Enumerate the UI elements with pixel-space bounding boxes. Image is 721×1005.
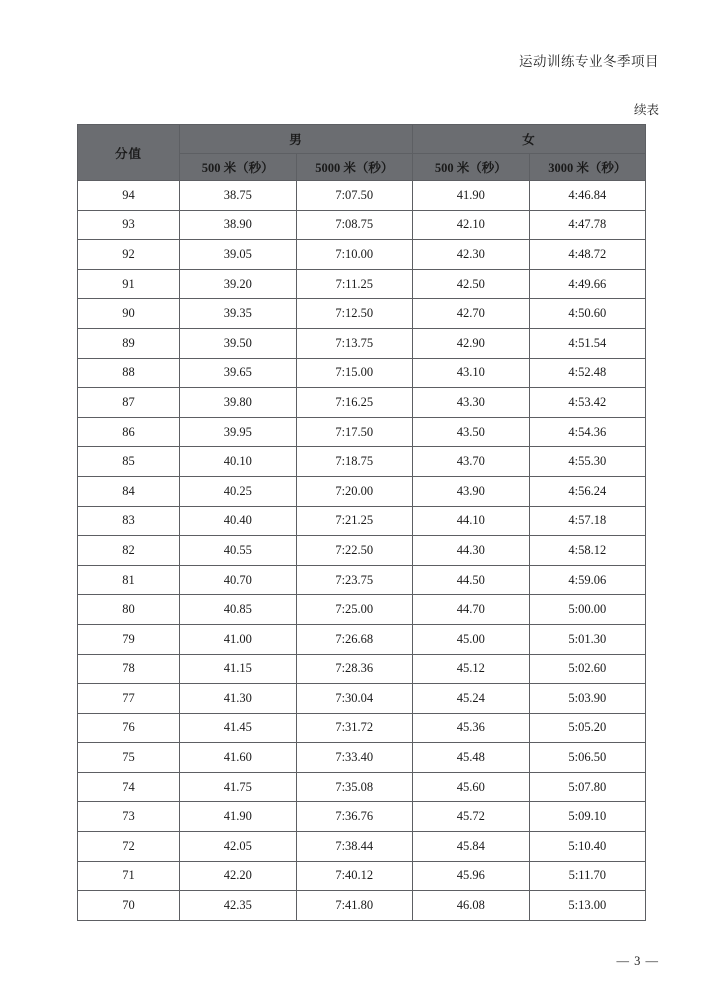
score-table [77, 124, 646, 921]
cell-male-500m: 40.10 [180, 447, 297, 477]
cell-female-500m: 45.00 [413, 624, 530, 654]
cell-male-500m: 42.35 [180, 891, 297, 921]
cell-female-3000m: 5:00.00 [529, 595, 646, 625]
cell-male-5000m: 7:26.68 [296, 624, 413, 654]
table-row [78, 210, 646, 240]
table-row [78, 388, 646, 418]
cell-male-500m: 38.90 [180, 210, 297, 240]
header-female-3000m: 3000 米（秒） [529, 154, 646, 181]
cell-female-3000m: 5:06.50 [529, 743, 646, 773]
cell-male-5000m: 7:40.12 [296, 861, 413, 891]
cell-male-500m: 40.85 [180, 595, 297, 625]
cell-score: 93 [78, 210, 180, 240]
cell-male-5000m: 7:17.50 [296, 417, 413, 447]
cell-score: 92 [78, 240, 180, 270]
cell-male-5000m: 7:35.08 [296, 772, 413, 802]
table-row [78, 624, 646, 654]
cell-female-3000m: 5:10.40 [529, 832, 646, 862]
cell-score: 71 [78, 861, 180, 891]
table-row [78, 358, 646, 388]
table-header-row-groups [78, 125, 646, 154]
cell-score: 87 [78, 388, 180, 418]
table-row [78, 713, 646, 743]
cell-male-5000m: 7:28.36 [296, 654, 413, 684]
table-row [78, 832, 646, 862]
cell-score: 94 [78, 181, 180, 211]
cell-male-5000m: 7:30.04 [296, 684, 413, 714]
table-row [78, 565, 646, 595]
cell-score: 75 [78, 743, 180, 773]
table-row [78, 328, 646, 358]
header-female: 女 [413, 125, 646, 154]
cell-female-3000m: 5:01.30 [529, 624, 646, 654]
cell-male-5000m: 7:23.75 [296, 565, 413, 595]
cell-score: 84 [78, 476, 180, 506]
cell-male-500m: 39.95 [180, 417, 297, 447]
table-row [78, 595, 646, 625]
cell-female-500m: 45.36 [413, 713, 530, 743]
table-row [78, 476, 646, 506]
cell-male-5000m: 7:08.75 [296, 210, 413, 240]
cell-female-500m: 43.90 [413, 476, 530, 506]
cell-score: 86 [78, 417, 180, 447]
table-row [78, 772, 646, 802]
cell-female-500m: 45.72 [413, 802, 530, 832]
cell-score: 82 [78, 536, 180, 566]
cell-female-500m: 44.70 [413, 595, 530, 625]
cell-female-3000m: 5:05.20 [529, 713, 646, 743]
cell-female-3000m: 5:07.80 [529, 772, 646, 802]
cell-female-500m: 41.90 [413, 181, 530, 211]
cell-male-500m: 39.65 [180, 358, 297, 388]
header-female-500m: 500 米（秒） [413, 154, 530, 181]
cell-score: 80 [78, 595, 180, 625]
cell-female-500m: 45.96 [413, 861, 530, 891]
cell-male-5000m: 7:13.75 [296, 328, 413, 358]
cell-male-500m: 41.45 [180, 713, 297, 743]
cell-female-500m: 44.30 [413, 536, 530, 566]
cell-male-5000m: 7:07.50 [296, 181, 413, 211]
cell-female-3000m: 4:55.30 [529, 447, 646, 477]
cell-male-500m: 39.20 [180, 269, 297, 299]
header-male: 男 [180, 125, 413, 154]
cell-female-500m: 45.48 [413, 743, 530, 773]
cell-female-500m: 44.50 [413, 565, 530, 595]
cell-male-500m: 39.50 [180, 328, 297, 358]
cell-score: 88 [78, 358, 180, 388]
cell-female-500m: 45.84 [413, 832, 530, 862]
cell-female-3000m: 4:59.06 [529, 565, 646, 595]
cell-female-3000m: 4:54.36 [529, 417, 646, 447]
cell-female-3000m: 4:51.54 [529, 328, 646, 358]
cell-female-3000m: 4:47.78 [529, 210, 646, 240]
cell-score: 72 [78, 832, 180, 862]
cell-male-500m: 41.75 [180, 772, 297, 802]
cell-male-5000m: 7:21.25 [296, 506, 413, 536]
cell-male-5000m: 7:25.00 [296, 595, 413, 625]
cell-score: 76 [78, 713, 180, 743]
cell-female-500m: 45.24 [413, 684, 530, 714]
header-male-5000m: 5000 米（秒） [296, 154, 413, 181]
cell-score: 91 [78, 269, 180, 299]
cell-female-3000m: 4:49.66 [529, 269, 646, 299]
cell-female-3000m: 5:13.00 [529, 891, 646, 921]
cell-male-500m: 42.05 [180, 832, 297, 862]
cell-female-500m: 42.70 [413, 299, 530, 329]
cell-female-500m: 45.12 [413, 654, 530, 684]
cell-male-5000m: 7:10.00 [296, 240, 413, 270]
cell-female-500m: 44.10 [413, 506, 530, 536]
page-header-title: 运动训练专业冬季项目 [519, 54, 659, 69]
table-row [78, 447, 646, 477]
cell-female-3000m: 5:03.90 [529, 684, 646, 714]
header-male-500m: 500 米（秒） [180, 154, 297, 181]
cell-score: 70 [78, 891, 180, 921]
cell-female-500m: 43.30 [413, 388, 530, 418]
table-row [78, 861, 646, 891]
cell-male-5000m: 7:38.44 [296, 832, 413, 862]
table-row [78, 269, 646, 299]
cell-female-3000m: 4:46.84 [529, 181, 646, 211]
table-row [78, 891, 646, 921]
cell-score: 74 [78, 772, 180, 802]
cell-female-500m: 42.30 [413, 240, 530, 270]
table-row [78, 506, 646, 536]
cell-male-5000m: 7:33.40 [296, 743, 413, 773]
table-row [78, 802, 646, 832]
cell-score: 78 [78, 654, 180, 684]
cell-female-3000m: 4:58.12 [529, 536, 646, 566]
table-row [78, 417, 646, 447]
cell-female-500m: 42.90 [413, 328, 530, 358]
cell-score: 81 [78, 565, 180, 595]
cell-score: 73 [78, 802, 180, 832]
cell-male-500m: 41.00 [180, 624, 297, 654]
cell-score: 79 [78, 624, 180, 654]
cell-male-500m: 41.15 [180, 654, 297, 684]
cell-female-3000m: 4:56.24 [529, 476, 646, 506]
cell-female-500m: 46.08 [413, 891, 530, 921]
cell-female-3000m: 5:11.70 [529, 861, 646, 891]
cell-female-3000m: 5:09.10 [529, 802, 646, 832]
cell-male-500m: 40.40 [180, 506, 297, 536]
cell-male-500m: 41.90 [180, 802, 297, 832]
table-body [78, 181, 646, 921]
cell-female-500m: 43.10 [413, 358, 530, 388]
cell-female-3000m: 4:52.48 [529, 358, 646, 388]
cell-score: 90 [78, 299, 180, 329]
cell-male-5000m: 7:16.25 [296, 388, 413, 418]
cell-male-500m: 40.25 [180, 476, 297, 506]
cell-female-500m: 42.10 [413, 210, 530, 240]
table-row [78, 654, 646, 684]
cell-female-500m: 43.70 [413, 447, 530, 477]
table-row [78, 299, 646, 329]
table-row [78, 240, 646, 270]
cell-male-5000m: 7:31.72 [296, 713, 413, 743]
score-table-container [77, 124, 645, 921]
cell-female-3000m: 4:50.60 [529, 299, 646, 329]
cell-score: 83 [78, 506, 180, 536]
cell-male-5000m: 7:18.75 [296, 447, 413, 477]
cell-male-5000m: 7:41.80 [296, 891, 413, 921]
table-row [78, 536, 646, 566]
cell-male-5000m: 7:12.50 [296, 299, 413, 329]
cell-male-500m: 40.55 [180, 536, 297, 566]
cell-female-3000m: 4:57.18 [529, 506, 646, 536]
cell-male-500m: 41.60 [180, 743, 297, 773]
page-number: — 3 — [616, 954, 659, 968]
cell-male-5000m: 7:36.76 [296, 802, 413, 832]
cell-male-500m: 41.30 [180, 684, 297, 714]
cell-male-500m: 39.80 [180, 388, 297, 418]
header-score: 分值 [78, 125, 180, 181]
cell-female-500m: 43.50 [413, 417, 530, 447]
cell-male-500m: 42.20 [180, 861, 297, 891]
cell-female-3000m: 5:02.60 [529, 654, 646, 684]
cell-male-5000m: 7:22.50 [296, 536, 413, 566]
cell-male-5000m: 7:11.25 [296, 269, 413, 299]
cell-score: 85 [78, 447, 180, 477]
continued-table-label: 续表 [633, 103, 659, 117]
cell-male-500m: 39.05 [180, 240, 297, 270]
cell-female-500m: 45.60 [413, 772, 530, 802]
table-row [78, 743, 646, 773]
cell-female-3000m: 4:48.72 [529, 240, 646, 270]
cell-female-500m: 42.50 [413, 269, 530, 299]
cell-male-500m: 38.75 [180, 181, 297, 211]
cell-male-5000m: 7:15.00 [296, 358, 413, 388]
table-row [78, 181, 646, 211]
cell-male-500m: 39.35 [180, 299, 297, 329]
cell-female-3000m: 4:53.42 [529, 388, 646, 418]
cell-score: 89 [78, 328, 180, 358]
cell-score: 77 [78, 684, 180, 714]
cell-male-5000m: 7:20.00 [296, 476, 413, 506]
cell-male-500m: 40.70 [180, 565, 297, 595]
table-row [78, 684, 646, 714]
table-header [78, 125, 646, 181]
